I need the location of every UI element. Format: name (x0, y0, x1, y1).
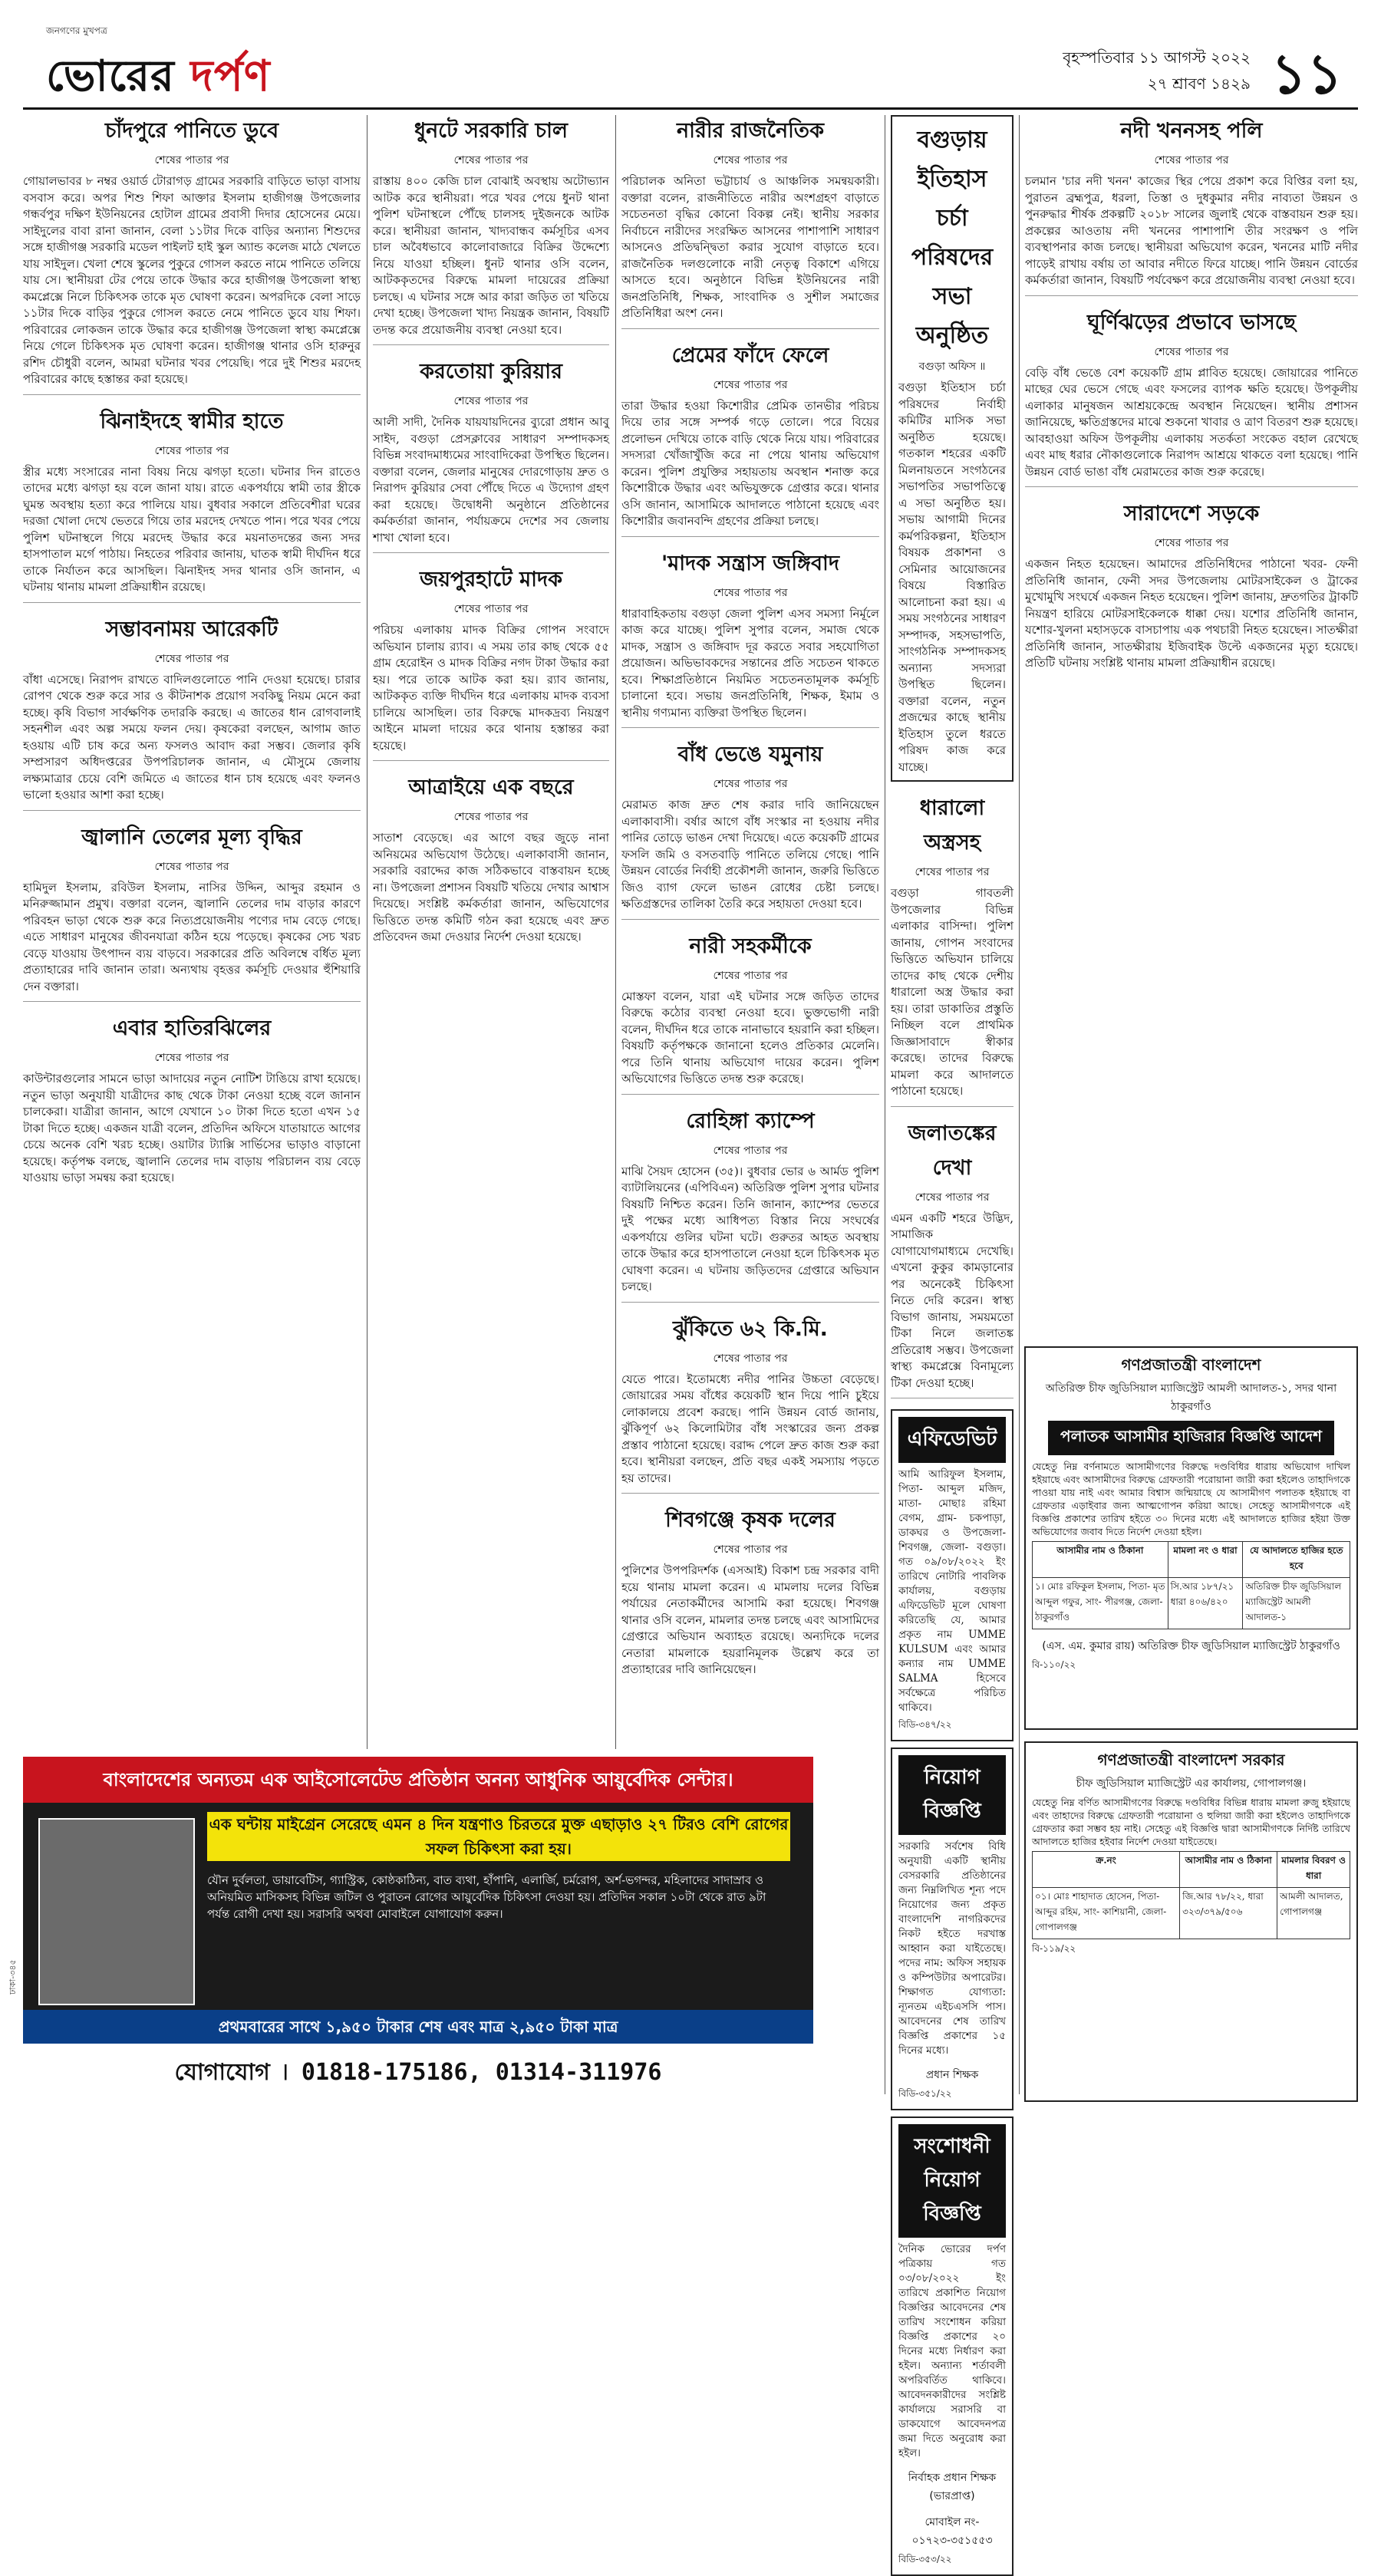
story (23, 1013, 361, 1193)
column-5 (1025, 115, 1358, 689)
notice-signature: প্রধান শিক্ষক (925, 2069, 979, 2081)
story-body: সাতাশ বেড়েছে। এর আগে বছর জুড়ে নানা অনিয়মের অভিযোগ উঠেছে। এলাকাবাসী জানান, সরকারি বরাদ্দের কাজ সঠিকভাবে বাস্তবায়ন হচ্ছে না। উপজেলা প্রশাসন বিষয়টি খতিয়ে দেখার আশ্বাস দিয়েছে। সংশ্লিষ্ট কর্মকর্তারা জানান, অভিযোগের ভিত্তিতে তদন্ত কমিটি গঠন করা হয়েছে এবং দ্রুত প্রতিবেদন জমা দেওয়ার নির্দেশ দেওয়া হয়েছে। (373, 831, 609, 944)
headline: শিবগঞ্জে কৃষক দলের (665, 1508, 836, 1532)
story (1025, 115, 1358, 296)
table-header: ক্র.নং (1033, 1852, 1180, 1888)
table-cell: আমলী আদালত, গোপালগঞ্জ (1277, 1888, 1350, 1939)
story (373, 772, 609, 952)
headline: আত্রাইয়ে এক বছরে (408, 776, 574, 799)
notice-heading: নিয়োগ বিজ্ঞপ্তি (898, 1755, 1006, 1835)
story-body: হামিদুল ইসলাম, রবিউল ইসলাম, নাসির উদ্দিন, আব্দুর রহমান ও মনিরুজ্জামান প্রমুখ। বক্তারা বলেন, জ্বালানি তেলের দাম বাড়ার কারণে পরিবহন ভাড়া থেকে শুরু করে নিত্যপ্রয়োজনীয় পণ্যের দাম বেড়ে গেছে। এতে সাধারণ মানুষের জীবনযাত্রা কঠিন হয়ে পড়েছে। কৃষকের সেচ খরচ বেড়ে যাওয়ায় উৎপাদন ব্যয় বাড়বে। সরকারের প্রতি অবিলম্বে বর্ধিত মূল্য প্রত্যাহারের দাবি জানান তারা। অন্যথায় বৃহত্তর কর্মসূচি দেওয়ার হুঁশিয়ারি দেন বক্তারা। (23, 880, 361, 993)
ad-body: যৌন দুর্বলতা, ডায়াবেটিস, গ্যাস্ট্রিক, কোষ্ঠকাঠিন্য, বাত ব্যথা, হাঁপানি, এলার্জি, চর্মরোগ, অর্শ-ভগন্দর, মহিলাদের সাদাস্রাব ও অনিয়মিত মাসিকসহ বিভিন্ন জটিল ও পুরাতন রোগের আয়ুর্বেদিক চিকিৎসা দেওয়া হয়। প্রতিদিন সকাল ১০টা থেকে রাত ৯টা পর্যন্ত রোগী দেখা হয়। সরাসরি অথবা মোবাইলে যোগাযোগ করুন। (207, 1873, 766, 1921)
story-body: চলমান 'চার নদী খনন' কাজের স্থির পেয়ে প্রকাশ করে বিপ্তির বলা হয়, পুরাতন ব্রহ্মপুত্র, ধরলা, তিস্তা ও দুধকুমার নদীর নাব্যতা উন্নয়ন ও পুনরুদ্ধার শীর্ষক প্রকল্পটি ২০১৮ সালের জুলাই থেকে বাস্তবায়ন শুরু হয়। প্রকল্পের আওতায় নদী খননের পাশাপাশি তীর সংরক্ষণ ও পলি ব্যবস্থাপনার কাজ চলছে। স্থানীয়রা অভিযোগ করেন, খননের মাটি নদীর পাড়েই রাখায় বর্ষায় তা আবার নদীতে ফিরে যাচ্ছে। পানি উন্নয়ন বোর্ডের কর্মকর্তারা জানান, বিষয়টি পর্যবেক্ষণ করে প্রয়োজনীয় ব্যবস্থা নেওয়া হবে। (1025, 174, 1358, 287)
story-body: পুলিশের উপপরিদর্শক (এসআই) বিকাশ চন্দ্র সরকার বাদী হয়ে থানায় মামলা করেন। এ মামলায় দলের বিভিন্ন পর্যায়ের নেতাকর্মীদের আসামি করা হয়েছে। শিবগঞ্জ থানার ওসি বলেন, মামলার তদন্ত চলছে এবং আসামিদের গ্রেপ্তারে অভিযান অব্যাহত রয়েছে। অন্যদিকে দলের নেতারা মামলাকে হয়রানিমূলক উল্লেখ করে তা প্রত্যাহারের দাবি জানিয়েছেন। (621, 1563, 879, 1676)
court-notice (1024, 1346, 1358, 1730)
table-row (1033, 1578, 1350, 1629)
table-header: যে আদালতে হাজির হতে হবে (1243, 1542, 1350, 1578)
story-body: বগুড়া গাবতলী উপজেলার বিভিন্ন এলাকার বাসিন্দা। পুলিশ জানায়, গোপন সংবাদের ভিত্তিতে অভিযান চালিয়ে তাদের কাছ থেকে দেশীয় ধারালো অস্ত্র উদ্ধার করা হয়। তারা ডাকাতির প্রস্তুতি নিচ্ছিল বলে প্রাথমিক জিজ্ঞাসাবাদে স্বীকার করেছে। তাদের বিরুদ্ধে মামলা করে আদালতে পাঠানো হয়েছে। (891, 886, 1014, 1098)
continuation-note: শেষের পাতার পর (154, 154, 229, 166)
headline: জয়পুরহাটে মাদক (419, 568, 563, 591)
headline: প্রেমের ফাঁদে ফেলে (671, 343, 829, 367)
story (23, 115, 361, 395)
continuation-note: শেষের পাতার পর (1154, 345, 1229, 358)
continuation-note: শেষের পাতার পর (453, 603, 529, 615)
table-cell: অতিরিক্ত চীফ জুডিসিয়াল ম্যাজিস্ট্রেট আমলী আদালত-১ (1243, 1578, 1350, 1629)
story (373, 115, 609, 345)
continuation-note: শেষের পাতার পর (154, 444, 229, 457)
headline: চাঁদপুরে পানিতে ডুবে (104, 119, 279, 143)
story-body: ধারাবাহিকতায় বগুড়া জেলা পুলিশ এসব সমস্যা নির্মূলে কাজ করে যাচ্ছে। পুলিশ সুপার বলেন, সমাজ থেকে মাদক, সন্ত্রাস ও জঙ্গিবাদ দূর করতে সবার সহযোগিতা প্রয়োজন। অভিভাবকদের সন্তানের প্রতি সচেতন থাকতে হবে। শিক্ষাপ্রতিষ্ঠানে নিয়মিত সচেতনতামূলক কর্মসূচি চালানো হবে। সভায় জনপ্রতিনিধি, শিক্ষক, ইমাম ও স্থানীয় গণ্যমান্য ব্যক্তিরা উপস্থিত ছিলেন। (621, 606, 879, 720)
date-line (1063, 44, 1251, 97)
story-body: তারা উদ্ধার হওয়া কিশোরীর প্রেমিক তানভীর পরিচয় দিয়ে তার সঙ্গে সম্পর্ক গড়ে তোলে। পরে বিয়ের প্রলোভন দেখিয়ে তাকে বাড়ি থেকে নিয়ে যায়। পরিবারের সদস্যরা খোঁজাখুঁজি করে না পেয়ে থানায় অভিযোগ করেন। পুলিশ প্রযুক্তির সহায়তায় অবস্থান শনাক্ত করে কিশোরীকে উদ্ধার এবং অভিযুক্তকে গ্রেপ্তার করে। থানার ওসি জানান, আসামিকে আদালতে পাঠানো হয়েছে এবং কিশোরীর জবানবন্দি গ্রহণের প্রক্রিয়া চলছে। (621, 398, 879, 528)
column-4 (891, 115, 1014, 2576)
table-header-row (1033, 1852, 1350, 1888)
story (373, 356, 609, 553)
continuation-note: শেষের পাতার পর (915, 866, 990, 878)
continuation-note: শেষের পাতার পর (154, 860, 229, 873)
court-title: গণপ্রজাতন্ত্রী বাংলাদেশ (1121, 1356, 1261, 1374)
table-header: মামলার বিবরণ ও ধারা (1277, 1852, 1350, 1888)
story-body: রাস্তায় ৪০০ কেজি চাল বোঝাই অবস্থায় অটোভ্যান আটক করে স্থানীয়রা। পরে খবর পেয়ে ধুনট থানা পুলিশ ঘটনাস্থলে পৌঁছে চালসহ দুইজনকে আটক করে। স্থানীয়রা জানান, খাদ্যবান্ধব কর্মসূচির এসব চাল অবৈধভাবে কালোবাজারে বিক্রির উদ্দেশ্যে নিয়ে যাওয়া হচ্ছিল। ধুনট থানার ওসি বলেন, আটককৃতদের বিরুদ্ধে মামলা দায়েরের প্রক্রিয়া চলছে। এ ঘটনার সঙ্গে আর কারা জড়িত তা খতিয়ে দেখা হচ্ছে। উপজেলা খাদ্য নিয়ন্ত্রক জানান, বিষয়টি তদন্ত করে প্রয়োজনীয় ব্যবস্থা নেওয়া হবে। (373, 174, 609, 337)
continuation-note: শেষের পাতার পর (713, 1144, 788, 1157)
story (23, 406, 361, 603)
story (621, 739, 879, 920)
table-header: আসামীর নাম ও ঠিকানা (1180, 1852, 1277, 1888)
headline: নারী সহকর্মীকে (689, 934, 812, 958)
continuation-note: শেষের পাতার পর (713, 1352, 788, 1365)
masthead (23, 17, 1358, 107)
court-signature: (এস. এম. কুমার রায়) অতিরিক্ত চীফ জুডিসিয়াল ম্যাজিস্ট্রেট ঠাকুরগাঁও (1042, 1640, 1340, 1652)
continuation-note: শেষের পাতার পর (453, 811, 529, 823)
ad-headline: বাংলাদেশের অন্যতম এক আইসোলেটেড প্রতিষ্ঠান অনন্য আধুনিক আয়ুর্বেদিক সেন্টার। (23, 1757, 813, 1803)
story-body: বগুড়া ইতিহাস চর্চা পরিষদের নির্বাহী কমিটির মাসিক সভা অনুষ্ঠিত হয়েছে। গতকাল শহরের একটি মিলনায়তনে সংগঠনের সভাপতির সভাপতিত্বে এ সভা অনুষ্ঠিত হয়। সভায় আগামী দিনের কর্মপরিকল্পনা, ইতিহাস বিষয়ক প্রকাশনা ও সেমিনার আয়োজনের বিষয়ে বিস্তারিত আলোচনা করা হয়। এ সময় সংগঠনের সাধারণ সম্পাদক, সহসভাপতি, সাংগঠনিক সম্পাদকসহ অন্যান্য সদস্যরা উপস্থিত ছিলেন। বক্তারা বলেন, নতুন প্রজন্মের কাছে স্থানীয় ইতিহাস তুলে ধরতে পরিষদ কাজ করে যাচ্ছে। (898, 380, 1006, 774)
continuation-note: শেষের পাতার পর (713, 586, 788, 599)
table-header: মামলা নং ও ধারা (1168, 1542, 1243, 1578)
story-body: পরিচয় এলাকায় মাদক বিক্রির গোপন সংবাদে অভিযান চালায় র‌্যাব। এ সময় তার কাছ থেকে ৫৫ গ্রাম হেরোইন ও মাদক বিক্রির নগদ টাকা উদ্ধার করা হয়। পরে তাকে আটক করা হয়। র‌্যাব জানায়, আটককৃত ব্যক্তি দীর্ঘদিন ধরে এলাকায় মাদক ব্যবসা চালিয়ে আসছিল। তার বিরুদ্ধে মাদকদ্রব্য নিয়ন্ত্রণ আইনে মামলা দায়ের করে থানায় হস্তান্তর করা হয়েছে। (373, 623, 609, 753)
story (1025, 307, 1358, 488)
story (621, 548, 879, 729)
logo-word-2: দর্পণ (174, 51, 271, 101)
court-subtitle: অতিরিক্ত চীফ জুডিসিয়াল ম্যাজিস্ট্রেট আমলী আদালত-১, সদর থানা ঠাকুরগাঁও (1045, 1382, 1337, 1413)
table-cell: ০১। মোঃ শাহাদাত হোসেন, পিতা- আব্দুর রহিম, সাং- কাশিয়ানী, জেলা- গোপালগঞ্জ (1033, 1888, 1180, 1939)
story-body: এমন একটি শহরে উদ্ভিদ, সামাজিক যোগাযোগমাধ্যমে দেখেছি। এখনো কুকুর কামড়ানোর পর অনেকেই চিকিৎসা নিতে দেরি করেন। স্বাস্থ্য বিভাগ জানায়, সময়মতো টিকা নিলে জলাতঙ্ক প্রতিরোধ সম্ভব। উপজেলা স্বাস্থ্য কমপ্লেক্সে বিনামূল্যে টিকা দেওয়া হচ্ছে। (891, 1211, 1014, 1390)
continuation-note: শেষের পাতার পর (915, 1191, 990, 1204)
table-header-row (1033, 1542, 1350, 1578)
headline: নারীর রাজনৈতিক (677, 119, 824, 143)
story-body: কাউন্টারগুলোর সামনে ভাড়া আদায়ের নতুন নোটিশ টাঙিয়ে রাখা হয়েছে। নতুন ভাড়া অনুযায়ী যাত্রীদের কাছ থেকে টাকা নেওয়া হচ্ছে বলে জানান চালকেরা। যাত্রীরা জানান, আগে যেখানে ১০ টাকা দিতে হতো এখন ১৫ টাকা দিতে হচ্ছে। একজন যাত্রী বলেন, প্রতিদিন অফিসে যাতায়াতে আগের চেয়ে অনেক বেশি খরচ হচ্ছে। ওয়াটার ট্যাক্সি সার্ভিসের ভাড়াও বাড়ানো হয়েছে। কর্তৃপক্ষ বলছে, জ্বালানি তেলের দাম বাড়ায় পরিচালন ব্যয় বেড়ে যাওয়ায় ভাড়া সমন্বয় করা হয়েছে। (23, 1072, 361, 1184)
headline: করতোয়া কুরিয়ার (420, 360, 562, 384)
table-cell: ১। মোঃ রফিকুল ইসলাম, পিতা- মৃত আব্দুল গফুর, সাং- পীরগঞ্জ, জেলা- ঠাকুরগাঁও (1033, 1578, 1168, 1629)
story-body: স্ত্রীর মধ্যে সংসারের নানা বিষয় নিয়ে ঝগড়া হতো। ঘটনার দিন রাতেও তাদের মধ্যে ঝগড়া হয় বলে জানা যায়। রাতে একপর্যায়ে স্বামী তার স্ত্রীকে ঘুমন্ত অবস্থায় হত্যা করে পালিয়ে যায়। বুধবার সকালে প্রতিবেশীরা ঘরের দরজা খোলা দেখে ভেতরে গিয়ে তার মরদেহ দেখতে পান। পরে খবর পেয়ে পুলিশ ঘটনাস্থলে গিয়ে মরদেহ উদ্ধার করে ময়নাতদন্তের জন্য সদর হাসপাতাল মর্গে পাঠায়। নিহতের পরিবার জানায়, ঘাতক স্বামী দীর্ঘদিন ধরে তাকে নির্যাতন করে আসছিল। ঝিনাইদহ সদর থানার ওসি জানান, এ ঘটনায় থানায় মামলা প্রক্রিয়াধীন রয়েছে। (23, 464, 361, 594)
ad-offer: এক ঘন্টায় মাইগ্রেন সেরেছে এমন ৪ দিন যন্ত্রণাও চিরতরে মুক্ত এছাড়াও ২৭ টিরও বেশি রোগের সফল চিকিৎসা করা হয়। (207, 1812, 790, 1861)
court-code: বি-১১৯/২২ (1032, 1943, 1076, 1954)
continuation-note: শেষের পাতার পর (713, 1543, 788, 1556)
story-body: মাঝি সৈয়দ হোসেন (৩৫)। বুধবার ভোর ৬ আর্মড পুলিশ ব্যাটালিয়নের (এপিবিএন) অতিরিক্ত পুলিশ সুপার ঘটনার বিষয়টি নিশ্চিত করেন। তিনি জানান, ক্যাম্পের ভেতরে দুই পক্ষের মধ্যে আধিপত্য বিস্তার নিয়ে সংঘর্ষের একপর্যায়ে গুলির ঘটনা ঘটে। গুরুতর আহত অবস্থায় তাকে উদ্ধার করে হাসপাতালে নেওয়া হলে চিকিৎসক মৃত ঘোষণা করেন। এ ঘটনায় জড়িতদের গ্রেপ্তারে অভিযান চলছে। (621, 1164, 879, 1293)
date-gregorian: বৃহস্পতিবার ১১ আগস্ট ২০২২ (1063, 48, 1251, 67)
story-body: মোস্তফা বলেন, যারা এই ঘটনার সঙ্গে জড়িত তাদের বিরুদ্ধে কঠোর ব্যবস্থা নেওয়া হবে। ভুক্তভোগী নারী বলেন, দীর্ঘদিন ধরে তাকে নানাভাবে হয়রানি করা হচ্ছিল। বিষয়টি কর্তৃপক্ষকে জানানো হলেও প্রতিকার মেলেনি। পরে তিনি থানায় অভিযোগ দায়ের করেন। পুলিশ অভিযোগের ভিত্তিতে তদন্ত শুরু করেছে। (621, 989, 879, 1085)
notice-heading: এফিডেভিট (898, 1417, 1006, 1463)
headline: ধুনটে সরকারি চাল (414, 119, 569, 143)
continuation-note: শেষের পাতার পর (713, 378, 788, 391)
column-divider (1019, 115, 1020, 2094)
story-boxed (891, 115, 1014, 782)
table-header: আসামীর নাম ও ঠিকানা (1033, 1542, 1168, 1578)
story (891, 1118, 1014, 1399)
continuation-note: শেষের পাতার পর (154, 1052, 229, 1064)
continuation-note: শেষের পাতার পর (713, 778, 788, 790)
story-body: বাঁধা এসেছে। নিরাপদ রাখতে বাদিলগুলোতে পানি দেওয়া হয়েছে। চারার রোপণ থেকে শুরু করে সার ও কীটনাশক প্রয়োগ সবকিছু নিয়ম মেনে করা হচ্ছে। কৃষি বিভাগ সার্বক্ষণিক তদারকি করছে। এ জাতের ধান রোগবালাই সহনশীল এবং অল্প সময়ে ফলন দেয়। কৃষকেরা বলছেন, আগাম জাত হওয়ায় এটি চাষ করে অন্য ফসলও আবাদ করা সম্ভব। জেলার কৃষি সম্প্রসারণ অধিদপ্তরের উপপরিচালক জানান, এ মৌসুমে জেলায় লক্ষ্যমাত্রার চেয়ে বেশি জমিতে এ জাতের ধান চাষ হয়েছে এবং ফলনও ভালো হওয়ার আশা করা হচ্ছে। (23, 672, 361, 802)
date-bengali: ২৭ শ্রাবণ ১৪২৯ (1147, 74, 1251, 93)
headline: 'মাদক সন্ত্রাস জঙ্গিবাদ (661, 551, 840, 575)
court-table (1032, 1851, 1350, 1939)
side-note: ঢাকা-৩৪৫ (8, 1959, 18, 1995)
story (621, 1105, 879, 1303)
notice-body: সরকারি সর্বশেষ বিধি অনুযায়ী একটি স্থানীয় বেসরকারি প্রতিষ্ঠানের জন্য নিম্নলিখিত শূন্য পদে নিয়োগের জন্য প্রকৃত বাংলাদেশি নাগরিকদের নিকট হইতে দরখাস্ত আহ্বান করা যাইতেছে। পদের নাম: অফিস সহায়ক ও কম্পিউটার অপারেটর। শিক্ষাগত যোগ্যতা: ন্যূনতম এইচএসসি পাস। আবেদনের শেষ তারিখ বিজ্ঞপ্তি প্রকাশের ১৫ দিনের মধ্যে। (898, 1840, 1006, 2057)
headline: রোহিঙ্গা ক্যাম্পে (686, 1108, 815, 1133)
headline: জলাতঙ্কের দেখা (908, 1121, 997, 1180)
masthead-rule (23, 107, 1358, 110)
column-divider (615, 115, 616, 1749)
headline: সারাদেশে সড়কে (1123, 502, 1260, 525)
continuation-note: শেষের পাতার পর (453, 154, 529, 166)
column-1 (23, 115, 361, 1204)
story (23, 614, 361, 811)
notice-code: বিডি-৩৫১/২২ (898, 2088, 952, 2099)
story (621, 115, 879, 329)
story (373, 564, 609, 761)
continuation-note: শেষের পাতার পর (713, 154, 788, 166)
story (621, 1504, 879, 1685)
headline: বাঁধ ভেঙে যমুনায় (677, 743, 823, 766)
continuation-note: শেষের পাতার পর (453, 395, 529, 407)
story (621, 340, 879, 537)
story-body: পরিচালক অনিতা ভট্টাচার্য ও আঞ্চলিক সমন্বয়কারী। বক্তারা বলেন, রাজনীতিতে নারীর অংশগ্রহণ বাড়াতে সচেতনতা বৃদ্ধির কোনো বিকল্প নেই। স্থানীয় সরকার নির্বাচনে নারীদের সংরক্ষিত আসনের পাশাপাশি সাধারণ আসনেও প্রতিদ্বন্দ্বিতা করার সুযোগ বাড়াতে হবে। রাজনৈতিক দলগুলোকে নারী নেতৃত্ব বিকাশে এগিয়ে আসতে হবে। অনুষ্ঠানে বিভিন্ন ইউনিয়নের নারী জনপ্রতিনিধি, শিক্ষক, সাংবাদিক ও সুশীল সমাজের প্রতিনিধিরা অংশ নেন। (621, 174, 879, 320)
continuation-note: শেষের পাতার পর (1154, 154, 1229, 166)
court-body: যেহেতু নিম্ন বর্ণনামতে আসামীগণের বিরুদ্ধে দণ্ডবিধির ধারায় অভিযোগ দাখিল হইয়াছে এবং আসামীদের বিরুদ্ধে গ্রেফতারী পরোয়ানা জারী করা হইলেও তাহাদিগকে পাওয়া যায় নাই এবং আমার বিশ্বাস জন্মিয়াছে যে আসামীগণ পলাতক হইয়াছে বা গ্রেফতার এড়াইবার জন্য আত্মগোপন করিয়া আছে। সেহেতু আসামীগণকে এই বিজ্ঞপ্তি প্রকাশের তারিখ হইতে ৩০ দিনের মধ্যে এই আদালতে হাজির হইয়া উক্ত অভিযোগের জবাব দিতে নির্দেশ দেওয়া হইল। (1032, 1461, 1350, 1537)
headline: ঘূর্ণিঝড়ের প্রভাবে ভাসছে (1087, 310, 1296, 334)
notice-code: বিডি-৩৪৭/২২ (898, 1719, 952, 1730)
table-cell: জি.আর ৭৮/২২, ধারা ৩২৩/৩৭৯/৫০৬ (1180, 1888, 1277, 1939)
headline: এবার হাতিরঝিলের (112, 1016, 272, 1040)
notice-body: আমি আরিফুল ইসলাম, পিতা- আব্দুল মজিদ, মাতা- মোছাঃ রহিমা বেগম, গ্রাম- চকপাড়া, ডাকঘর ও উপজেলা- শিবগঞ্জ, জেলা- বগুড়া। গত ০৯/০৮/২০২২ ইং তারিখে নোটারি পাবলিক কার্যালয়, বগুড়ায় এফিডেভিট মূলে ঘোষণা করিতেছি যে, আমার প্রকৃত নাম UMME KULSUM এবং আমার কন্যার নাম UMME SALMA হিসেবে সর্বক্ষেত্রে পরিচিত থাকিবে। (898, 1468, 1006, 1714)
notice-body: দৈনিক ভোরের দর্পণ পত্রিকায় গত ০৩/০৮/২০২২ ইং তারিখে প্রকাশিত নিয়োগ বিজ্ঞপ্তির আবেদনের শেষ তারিখ সংশোধন করিয়া বিজ্ঞপ্তি প্রকাশের ২০ দিনের মধ্যে নির্ধারণ করা হইল। অন্যান্য শর্তাবলী অপরিবর্তিত থাকিবে। আবেদনকারীদের সংশ্লিষ্ট কার্যালয়ে সরাসরি বা ডাকযোগে আবেদনপত্র জমা দিতে অনুরোধ করা হইল। (898, 2243, 1006, 2459)
story-body: যেতে পারে। ইতোমধ্যে নদীর পানির উচ্চতা বেড়েছে। জোয়ারের সময় বাঁধের কয়েকটি স্থান দিয়ে পানি চুইয়ে লোকালয়ে প্রবেশ করছে। পানি উন্নয়ন বোর্ড জানায়, ঝুঁকিপূর্ণ ৬২ কিলোমিটার বাঁধ সংস্কারের জন্য প্রকল্প প্রস্তাব পাঠানো হয়েছে। বরাদ্দ পেলে দ্রুত কাজ শুরু করা হবে। স্থানীয়রা বলছেন, প্রতি বছর একই সমস্যায় পড়তে হয় তাদের। (621, 1372, 879, 1485)
court-code: বি-১১০/২২ (1032, 1659, 1076, 1670)
story-body: আলী সাদী, দৈনিক যায়যায়দিনের ব্যুরো প্রধান আবু সাইদ, বগুড়া প্রেসক্লাবের সাধারণ সম্পাদকসহ বিভিন্ন সংবাদমাধ্যমের সাংবাদিকেরা উপস্থিত ছিলেন। বক্তারা বলেন, জেলার মানুষের দোরগোড়ায় দ্রুত ও নিরাপদ কুরিয়ার সেবা পৌঁছে দিতে এ উদ্যোগ গ্রহণ করা হয়েছে। উদ্বোধনী অনুষ্ঠানে প্রতিষ্ঠানের কর্মকর্তারা জানান, পর্যায়ক্রমে দেশের সব জেলায় শাখা খোলা হবে। (373, 415, 609, 545)
logo-word-1: ভোরের (46, 51, 175, 101)
court-body: যেহেতু নিম্ন বর্ণিত আসামীগণের বিরুদ্ধে দণ্ডবিধির বিভিন্ন ধারায় মামলা রুজু হইয়াছে এবং তাহাদের বিরুদ্ধে গ্রেফতারী পরোয়ানা ও হুলিয়া জারী করা হইলেও তাহাদিগকে গ্রেফতার করা সম্ভব হয় নাই। সেহেতু এই বিজ্ঞপ্তি দ্বারা আসামীগণকে নির্দিষ্ট তারিখে আদালতে হাজির হইবার নির্দেশ দেওয়া যাইতেছে। (1032, 1797, 1350, 1847)
notice-heading: সংশোধনী নিয়োগ বিজ্ঞপ্তি (898, 2124, 1006, 2238)
notice-code: বিডি-৩৫৩/২২ (898, 2554, 952, 2564)
ad-price: প্রথমবারের সাথে ১,৯৫০ টাকার শেষ এবং মাত্র ২,৯৫০ টাকা মাত্র (23, 2010, 813, 2044)
story (1025, 498, 1358, 678)
continuation-note: শেষের পাতার পর (154, 652, 229, 665)
affidavit-notice (891, 1409, 1014, 1741)
headline: জ্বালানি তেলের মূল্য বৃদ্ধির (81, 825, 302, 849)
court-heading: পলাতক আসামীর হাজিরার বিজ্ঞপ্তি আদেশ (1048, 1421, 1335, 1455)
story (891, 792, 1014, 1107)
headline: ধারালো অস্ত্রসহ (919, 796, 985, 855)
masthead-tagline: জনগণের মুখপত্র (46, 25, 107, 36)
story (621, 1313, 879, 1494)
dateline: বগুড়া অফিস ॥ (918, 361, 986, 373)
court-notice (1024, 1741, 1358, 2102)
headline: ঝিনাইদহে স্বামীর হাতে (100, 409, 284, 433)
table-row (1033, 1888, 1350, 1939)
headline: সম্ভাবনাময় আরেকটি (105, 617, 279, 641)
court-title: গণপ্রজাতন্ত্রী বাংলাদেশ সরকার (1097, 1751, 1285, 1769)
corrigendum-notice (891, 2116, 1014, 2576)
story-body: বেড়ি বাঁধ ভেঙে বেশ কয়েকটি গ্রাম প্লাবিত হয়েছে। জোয়ারের পানিতে মাছের ঘের ভেসে গেছে এবং ফসলের ব্যাপক ক্ষতি হয়েছে। উপকূলীয় এলাকার মানুষজন আশ্রয়কেন্দ্রে অবস্থান নিয়েছেন। স্থানীয় প্রশাসন জানিয়েছে, ক্ষতিগ্রস্তদের মাঝে শুকনো খাবার ও ত্রাণ বিতরণ শুরু হয়েছে। আবহাওয়া অফিস উপকূলীয় এলাকায় সতর্কতা সংকেত বহাল রেখেছে এবং মাছ ধরার নৌকাগুলোকে নিরাপদ আশ্রয়ে থাকতে বলা হয়েছে। পানি উন্নয়ন বোর্ড ভাঙা বাঁধ মেরামতের কাজ শুরু করেছে। (1025, 365, 1358, 479)
story-body: মেরামত কাজ দ্রুত শেষ করার দাবি জানিয়েছেন এলাকাবাসী। বর্ষার আগে বাঁধ সংস্কার না হওয়ায় নদীর পানির তোড়ে ভাঙন দেখা দিয়েছে। এতে কয়েকটি গ্রামের ফসলি জমি ও বসতবাড়ি পানিতে তলিয়ে গেছে। পানি উন্নয়ন বোর্ডের নির্বাহী প্রকৌশলী জানান, জরুরি ভিত্তিতে জিও ব্যাগ ফেলে ভাঙন রোধের চেষ্টা চলছে। ক্ষতিগ্রস্তদের তালিকা তৈরি করে সহায়তা দেওয়া হবে। (621, 798, 879, 911)
column-3 (621, 115, 879, 1695)
page-number: ১১ (1271, 41, 1343, 106)
ad-phone: যোগাযোগ ৷ 01818-175186, 01314-311976 (23, 2044, 813, 2102)
notice-phone: মোবাইল নং- ০১৭২৩-৩৫১৫৫৩ (911, 2516, 993, 2547)
table-cell: সি.আর ১৮৭/২১ ধারা ৪০৬/৪২০ (1168, 1578, 1243, 1629)
ayurvedic-ad-banner (23, 1757, 813, 2102)
ad-photo (38, 1818, 195, 2005)
job-notice (891, 1748, 1014, 2110)
notice-signature: নির্বাহক প্রধান শিক্ষক (ভারপ্রাপ্ত) (908, 2472, 997, 2502)
headline: ঝুঁকিতে ৬২ কি.মি. (673, 1316, 828, 1341)
continuation-note: শেষের পাতার পর (1154, 537, 1229, 549)
continuation-note: শেষের পাতার পর (713, 969, 788, 982)
newspaper-logo (46, 43, 271, 115)
court-subtitle: চীফ জুডিসিয়াল ম্যাজিস্ট্রেট এর কার্যালয়, গোপালগঞ্জ। (1076, 1777, 1307, 1790)
story-body: একজন নিহত হয়েছেন। আমাদের প্রতিনিধিদের পাঠানো খবর- ফেনী প্রতিনিধি জানান, ফেনী সদর উপজেলায় মোটরসাইকেল ও ট্রাকের মুখোমুখি সংঘর্ষে একজন নিহত হয়েছেন। পুলিশ জানায়, দ্রুতগতির ট্রাকটি নিয়ন্ত্রণ হারিয়ে মোটরসাইকেলকে ধাক্কা দেয়। যশোর প্রতিনিধি জানান, যশোর-খুলনা মহাসড়কে বাসচাপায় এক পথচারী নিহত হয়েছেন। সাতক্ষীরা প্রতিনিধি জানান, সাতক্ষীরায় ইজিবাইক উল্টে একজনের মৃত্যু হয়েছে। প্রতিটি ঘটনায় সংশ্লিষ্ট থানায় মামলা প্রক্রিয়াধীন রয়েছে। (1025, 557, 1358, 670)
headline: বগুড়ায় ইতিহাস চর্চা পরিষদের সভা অনুষ্ঠিত (911, 127, 994, 349)
story (23, 822, 361, 1003)
court-table (1032, 1541, 1350, 1629)
headline: নদী খননসহ পলি (1120, 119, 1263, 143)
column-2 (373, 115, 609, 963)
story (621, 931, 879, 1095)
story-body: গোয়ালভাবর ৮ নম্বর ওয়ার্ড টোরাগড় গ্রামের সরকারি বাড়িতে ভাড়া বাসায় বসবাস করে। অপর শিশু শিফা আক্তার ইসলাম হাজীগঞ্জ উপজেলার গন্ধর্বপুর দক্ষিণ ইউনিয়নের হোটাল গ্রামের প্রবাসী দিদার হোসেনের মেয়ে। সাইদুলের বাবা রানা জানান, বেলা ১১টার দিকে বাড়ির অন্যান্য শিশুদের সঙ্গে হাজীগঞ্জ সরকারি মডেল পাইলট হাই স্কুল অ্যান্ড কলেজ মাঠে খেলতে যায় সাইদুল। খেলা শেষে স্কুলের পুকুরে গোসল করতে নামে পানিতে তলিয়ে যায় সে। স্থানীয়রা টের পেয়ে তাকে উদ্ধার করে হাজীগঞ্জ উপজেলা স্বাস্থ্য কমপ্লেক্সে নিলে চিকিৎসক তাকে মৃত ঘোষণা করেন। অপরদিকে বেলা সাড়ে ১১টার দিকে বাড়ির পুকুরে গোসল করতে নেমে পানিতে ডুবে যায় শিফা। পরিবারের লোকজন তাকে উদ্ধার করে হাজীগঞ্জ উপজেলা স্বাস্থ্য কমপ্লেক্সে নিয়ে গেলে চিকিৎসক মৃত ঘোষণা করেন। হাজীগঞ্জ থানার ওসি হারুনুর রশিদ চৌধুরী বলেন, আমরা ঘটনার খবর পেয়েছি। পরে দুই শিশুর মরদেহ পরিবারের কাছে হস্তান্তর করা হয়েছে। (23, 174, 361, 386)
